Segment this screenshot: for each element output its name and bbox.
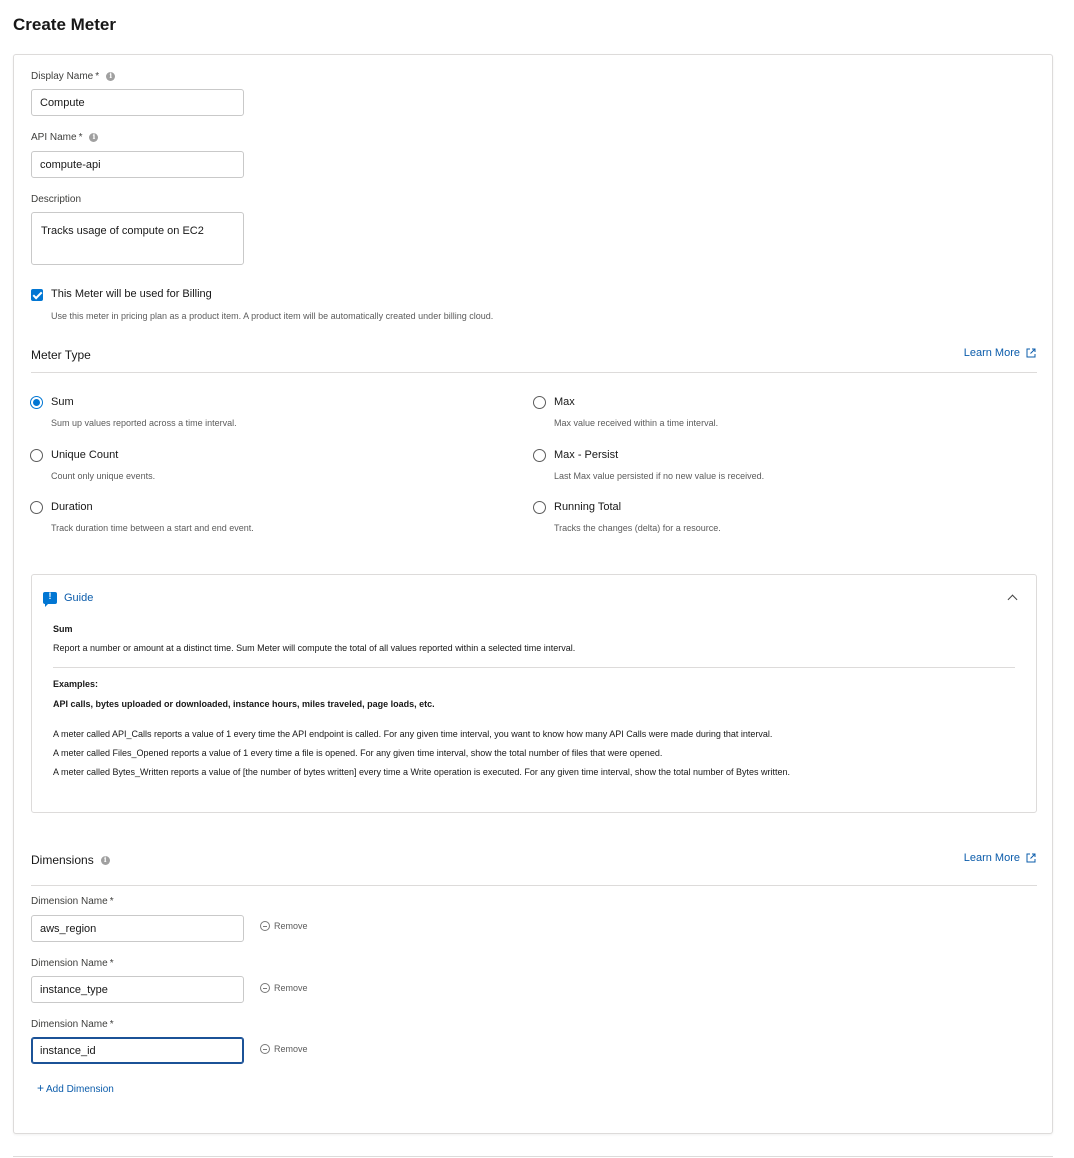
remove-dimension-button[interactable]: Remove	[260, 921, 308, 931]
create-meter-card	[13, 54, 1053, 1134]
guide-panel	[31, 574, 1037, 813]
billing-help-text: Use this meter in pricing plan as a product item. A product item will be automatically created under billing cloud.	[51, 311, 494, 321]
minus-circle-icon	[260, 1044, 270, 1054]
dimension-name-label: Dimension Name *	[31, 1019, 114, 1030]
radio-max-persist-desc: Last Max value persisted if no new value is received.	[554, 471, 765, 481]
chevron-up-icon[interactable]	[1008, 595, 1018, 605]
meter-type-divider	[31, 372, 1037, 373]
external-link-icon	[1026, 348, 1036, 358]
radio-max-label[interactable]: Max	[554, 396, 575, 408]
radio-unique-count[interactable]	[30, 449, 43, 462]
display-name-input[interactable]: Compute	[31, 89, 244, 116]
dimension-name-label: Dimension Name *	[31, 896, 114, 907]
guide-example-line: A meter called Bytes_Written reports a value of [the number of bytes written] every time a Write operation is executed. For any given time interval, show the total number of Bytes written.	[53, 767, 791, 777]
info-icon[interactable]	[106, 72, 115, 81]
guide-example-line: A meter called Files_Opened reports a value of 1 every time a file is opened. For any given time interval, show the total number of files that were opened.	[53, 748, 663, 758]
radio-duration-desc: Track duration time between a start and end event.	[51, 523, 254, 533]
guide-examples-list: API calls, bytes uploaded or downloaded, instance hours, miles traveled, page loads, etc.	[53, 699, 435, 709]
dimensions-title: Dimensions i	[31, 853, 110, 867]
plus-icon: +	[37, 1081, 45, 1095]
billing-checkbox-label[interactable]: This Meter will be used for Billing	[51, 288, 212, 300]
billing-checkbox[interactable]	[31, 289, 43, 301]
radio-running-total[interactable]	[533, 501, 546, 514]
guide-heading: Sum	[53, 624, 73, 634]
add-dimension-button[interactable]: + Add Dimension	[37, 1081, 114, 1095]
dimension-input[interactable]: aws_region	[31, 915, 244, 942]
footer-divider	[13, 1156, 1053, 1157]
radio-sum-label[interactable]: Sum	[51, 396, 74, 408]
dimensions-learn-more-link[interactable]: Learn More	[964, 852, 1036, 864]
radio-running-total-desc: Tracks the changes (delta) for a resource.	[554, 523, 721, 533]
guide-icon	[43, 592, 57, 604]
radio-max[interactable]	[533, 396, 546, 409]
radio-unique-count-label[interactable]: Unique Count	[51, 449, 119, 461]
info-icon[interactable]	[89, 133, 98, 142]
guide-divider	[53, 667, 1015, 668]
meter-type-learn-more-link[interactable]: Learn More	[964, 347, 1036, 359]
api-name-label: API Name * i	[31, 132, 98, 143]
guide-examples-label: Examples:	[53, 679, 99, 689]
radio-max-desc: Max value received within a time interval.	[554, 418, 719, 428]
radio-unique-count-desc: Count only unique events.	[51, 471, 156, 481]
guide-example-line: A meter called API_Calls reports a value of 1 every time the API endpoint is called. For any given time interval, you want to know how many API Calls were made during that interval.	[53, 729, 773, 739]
description-textarea[interactable]: Tracks usage of compute on EC2	[31, 212, 244, 265]
radio-running-total-label[interactable]: Running Total	[554, 501, 622, 513]
minus-circle-icon	[260, 921, 270, 931]
external-link-icon	[1026, 853, 1036, 863]
dimension-name-label: Dimension Name *	[31, 958, 114, 969]
description-label: Description	[31, 194, 82, 205]
radio-duration[interactable]	[30, 501, 43, 514]
radio-sum[interactable]	[30, 396, 43, 409]
radio-duration-label[interactable]: Duration	[51, 501, 93, 513]
dimensions-divider	[31, 885, 1037, 886]
guide-summary: Report a number or amount at a distinct time. Sum Meter will compute the total of all values reported within a selected time interval.	[53, 643, 576, 653]
display-name-label: Display Name * i	[31, 71, 115, 82]
dimension-input[interactable]: instance_id	[31, 1037, 244, 1064]
meter-type-title: Meter Type	[31, 348, 91, 362]
info-icon[interactable]	[101, 856, 110, 865]
guide-title[interactable]: Guide	[64, 592, 94, 604]
remove-dimension-button[interactable]: Remove	[260, 1044, 308, 1054]
radio-max-persist[interactable]	[533, 449, 546, 462]
api-name-input[interactable]: compute-api	[31, 151, 244, 178]
radio-max-persist-label[interactable]: Max - Persist	[554, 449, 619, 461]
dimension-input[interactable]: instance_type	[31, 976, 244, 1003]
page-title: Create Meter	[13, 15, 116, 34]
minus-circle-icon	[260, 983, 270, 993]
radio-sum-desc: Sum up values reported across a time interval.	[51, 418, 237, 428]
remove-dimension-button[interactable]: Remove	[260, 983, 308, 993]
